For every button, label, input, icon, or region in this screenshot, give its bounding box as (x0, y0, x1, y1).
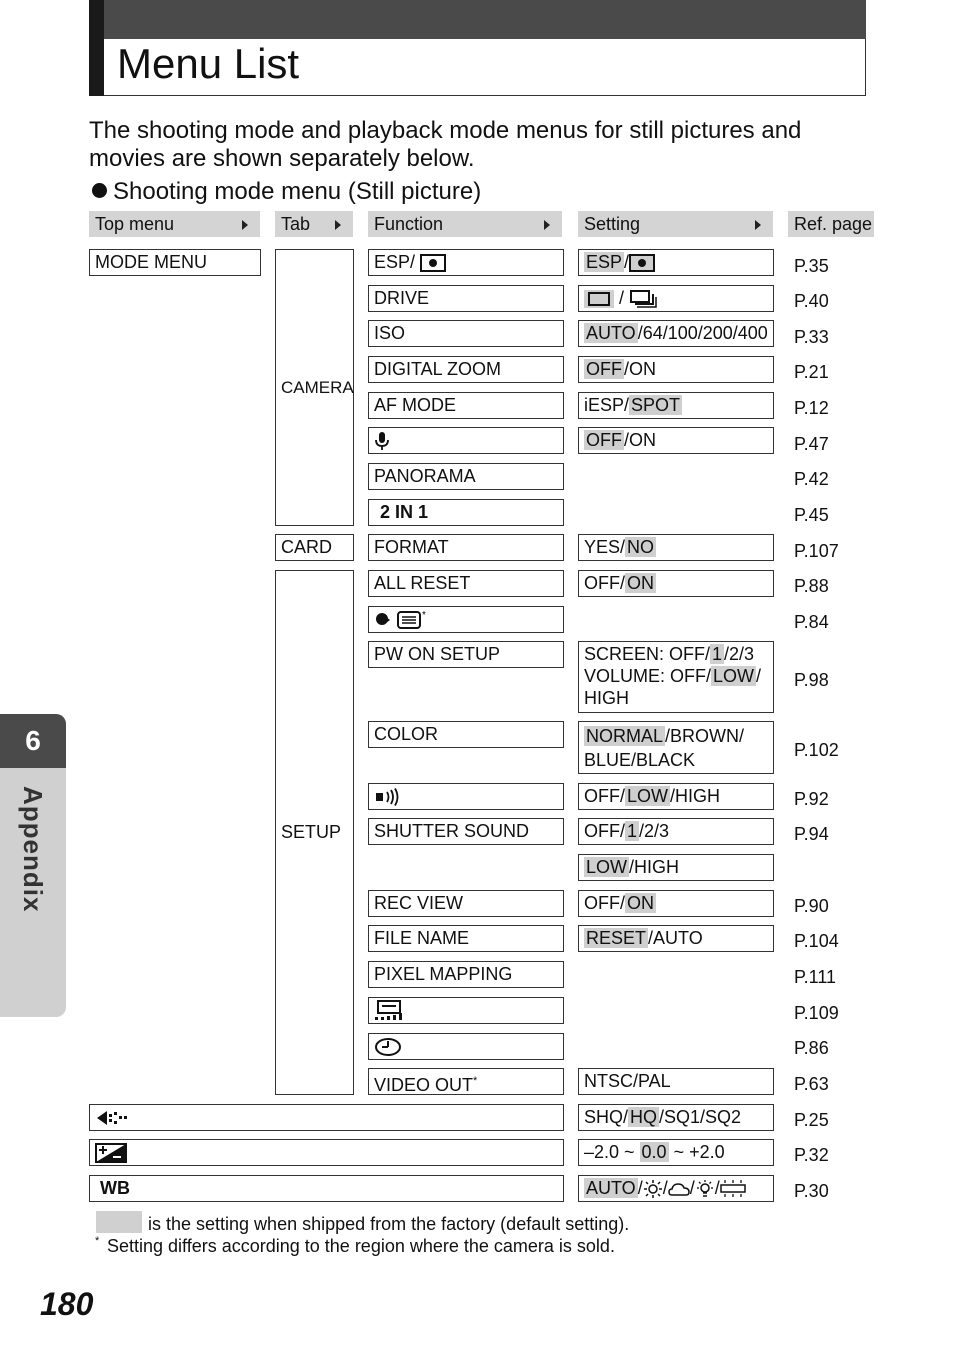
tungsten-icon (695, 1179, 715, 1199)
page-title: Menu List (117, 40, 300, 87)
default-setting: HQ (630, 1107, 658, 1127)
function-color: COLOR (368, 721, 564, 748)
setting-pw-on-setup (578, 641, 774, 713)
title-top-band (104, 0, 866, 39)
setting-text: /HIGH (670, 786, 721, 806)
spot-metering-icon (629, 254, 655, 272)
ref-page: P.21 (794, 362, 829, 382)
function-panorama: PANORAMA (368, 463, 564, 490)
top-menu-exposure-compensation (89, 1139, 564, 1166)
ref-page: P.84 (794, 612, 829, 632)
ref-page: P.45 (794, 505, 829, 525)
footnote-mark: * (95, 1235, 100, 1247)
setting-text: /SQ1/SQ2 (659, 1107, 742, 1127)
tab-card (275, 534, 354, 561)
setting-voice-memo (578, 427, 774, 454)
function-monitor-brightness (368, 997, 564, 1024)
ref-page: P.94 (794, 824, 829, 844)
language-icon (374, 609, 428, 631)
setting-text: /AUTO (648, 928, 703, 948)
function-drive: DRIVE (368, 285, 564, 312)
tab-setup (275, 570, 354, 1095)
legend-note: is the setting when shipped from the factory (default setting). (148, 1214, 630, 1234)
setting-all-reset (578, 570, 774, 597)
chapter-label: Appendix (18, 786, 48, 913)
default-setting: LOW (627, 786, 669, 806)
cloudy-icon (668, 1180, 690, 1198)
setting-exposure-compensation (578, 1139, 774, 1166)
setting-text: SCREEN: OFF/ (584, 644, 711, 664)
tab-card-label: CARD (281, 537, 333, 557)
setting-shutter-volume (578, 854, 774, 881)
intro-text: The shooting mode and playback mode menus for still pictures and movies are shown separately below. (89, 117, 802, 172)
ref-page: P.98 (794, 670, 829, 690)
function-format: FORMAT (368, 534, 564, 561)
setting-drive: / (578, 285, 774, 312)
bullet-icon (92, 183, 107, 198)
ref-page: P.109 (794, 1003, 839, 1023)
setting-text: YES/ (584, 537, 626, 557)
setting-video-out (578, 1068, 774, 1095)
setting-text: ~ +2.0 (668, 1142, 725, 1162)
ref-page: P.30 (794, 1181, 829, 1201)
ref-page: P.33 (794, 327, 829, 347)
setting-text: OFF/ (584, 893, 625, 913)
default-setting: OFF (586, 430, 622, 450)
default-setting: SPOT (631, 395, 681, 415)
top-menu-wb: WB (89, 1175, 564, 1202)
setting-text: /64/100/200/400 (637, 323, 768, 343)
function-af-mode: AF MODE (368, 392, 564, 419)
setting-digital-zoom (578, 356, 774, 383)
ref-page: P.88 (794, 576, 829, 596)
function-esp-label: ESP/ (374, 252, 416, 272)
default-setting: 0.0 (641, 1142, 667, 1162)
function-beep (368, 783, 564, 810)
setting-text: /BROWN/ (665, 726, 745, 746)
header-tab (275, 211, 353, 237)
default-setting: AUTO (586, 1178, 636, 1198)
setting-text: OFF/ (584, 821, 625, 841)
header-top-menu (89, 211, 260, 237)
setting-text: HIGH (584, 688, 629, 708)
setting-text: OFF/ (584, 573, 625, 593)
arrow-right-icon (544, 220, 550, 230)
default-setting: 1 (712, 644, 723, 664)
ref-page: P.86 (794, 1038, 829, 1058)
ref-page: P.111 (794, 967, 837, 987)
setting-esp (578, 249, 774, 276)
default-setting: NO (627, 537, 655, 557)
arrow-right-icon (335, 220, 341, 230)
ref-page: P.92 (794, 789, 829, 809)
header-top-menu-label: Top menu (95, 214, 175, 234)
svg-text:*: * (422, 610, 426, 622)
function-rec-view: REC VIEW (368, 890, 564, 917)
tab-setup-label: SETUP (281, 822, 342, 842)
ref-page: P.90 (794, 896, 829, 916)
ref-page: P.107 (794, 541, 839, 561)
default-setting: ESP (586, 252, 623, 272)
chapter-tab (0, 714, 66, 1017)
top-menu-mode-menu: MODE MENU (89, 249, 261, 276)
header-setting-label: Setting (584, 214, 641, 234)
setting-text: –2.0 ~ (584, 1142, 640, 1162)
setting-text: /ON (624, 430, 657, 450)
ref-page: P.63 (794, 1074, 829, 1094)
setting-text: BLUE/BLACK (584, 750, 696, 770)
function-digital-zoom: DIGITAL ZOOM (368, 356, 564, 383)
ref-page: P.42 (794, 469, 829, 489)
setting-wb: AUTO / / / / (578, 1175, 774, 1202)
ref-page: P.104 (794, 931, 839, 951)
function-language (368, 606, 564, 633)
function-2-in-1: 2 IN 1 (368, 499, 564, 526)
function-all-reset: ALL RESET (368, 570, 564, 597)
header-ref-page (788, 211, 874, 237)
tab-camera-label: CAMERA (281, 377, 354, 397)
setting-beep (578, 783, 774, 810)
header-function-label: Function (374, 214, 444, 234)
exposure-compensation-icon (95, 1143, 127, 1163)
default-setting: LOW (713, 666, 755, 686)
ref-page: P.32 (794, 1145, 829, 1165)
setting-text: /2/3 (724, 644, 755, 664)
setting-shutter-sound (578, 818, 774, 845)
setting-color (578, 721, 774, 774)
default-setting: ON (627, 893, 654, 913)
arrow-right-icon (755, 220, 761, 230)
default-setting: 1 (627, 821, 638, 841)
function-esp (368, 249, 564, 276)
function-pw-on-setup: PW ON SETUP (368, 641, 564, 668)
footnote-mark: * (473, 1075, 478, 1087)
default-setting-swatch (96, 1211, 142, 1233)
default-setting: LOW (586, 857, 628, 877)
function-video-out (368, 1068, 564, 1095)
clock-icon (374, 1037, 402, 1057)
section-heading-text: Shooting mode menu (Still picture) (113, 178, 482, 205)
default-setting: AUTO (586, 323, 636, 343)
title-bar (89, 0, 866, 96)
setting-text: / (637, 1178, 643, 1198)
setting-text: /HIGH (629, 857, 680, 877)
fluorescent-icon (720, 1179, 746, 1199)
function-video-out-label: VIDEO OUT (374, 1075, 474, 1095)
header-function (368, 211, 562, 237)
ref-page: P.25 (794, 1110, 829, 1130)
page-number: 180 (40, 1286, 94, 1322)
default-setting: RESET (586, 928, 647, 948)
function-iso: ISO (368, 320, 564, 347)
setting-rec-view (578, 890, 774, 917)
ref-page: P.102 (794, 740, 839, 760)
setting-text: / (624, 252, 630, 272)
ref-page: P.47 (794, 434, 829, 454)
setting-text: /2/3 (639, 821, 670, 841)
function-shutter-sound: SHUTTER SOUND (368, 818, 564, 845)
section-heading (92, 178, 481, 206)
header-ref-page-label: Ref. page (794, 214, 873, 234)
setting-iso (578, 320, 774, 347)
monitor-brightness-icon (374, 1000, 406, 1022)
setting-text: NTSC/PAL (584, 1071, 671, 1091)
default-setting: ON (627, 573, 654, 593)
region-note: Setting differs according to the region where the camera is sold. (107, 1236, 615, 1256)
setting-text: SHQ/ (584, 1107, 629, 1127)
setting-text: iESP/ (584, 395, 630, 415)
ref-page: P.40 (794, 291, 829, 311)
header-setting (578, 211, 773, 237)
header-tab-label: Tab (281, 214, 311, 234)
image-quality-icon (95, 1108, 129, 1128)
default-setting: OFF (586, 359, 622, 379)
beep-icon (374, 788, 402, 806)
title-accent-bar (89, 0, 104, 96)
default-setting: NORMAL (586, 726, 664, 746)
function-pixel-mapping: PIXEL MAPPING (368, 961, 564, 988)
sequential-shooting-icon (629, 289, 657, 309)
setting-format (578, 534, 774, 561)
arrow-right-icon (242, 220, 248, 230)
ref-page: P.35 (794, 256, 829, 276)
setting-file-name (578, 925, 774, 952)
chapter-number: 6 (0, 714, 66, 768)
ref-page: P.12 (794, 398, 829, 418)
single-frame-icon (584, 290, 614, 308)
function-file-name: FILE NAME (368, 925, 564, 952)
setting-text: /ON (624, 359, 657, 379)
spot-metering-icon (420, 254, 446, 272)
function-clock (368, 1033, 564, 1060)
setting-image-quality (578, 1104, 774, 1131)
setting-af-mode (578, 392, 774, 419)
setting-text: VOLUME: OFF/ (584, 666, 712, 686)
sunny-icon (643, 1179, 663, 1199)
top-menu-image-quality (89, 1104, 564, 1131)
microphone-icon (374, 431, 390, 451)
function-voice-memo (368, 427, 564, 454)
setting-text: OFF/ (584, 786, 625, 806)
tab-camera (275, 249, 354, 526)
setting-text: / (756, 666, 762, 686)
